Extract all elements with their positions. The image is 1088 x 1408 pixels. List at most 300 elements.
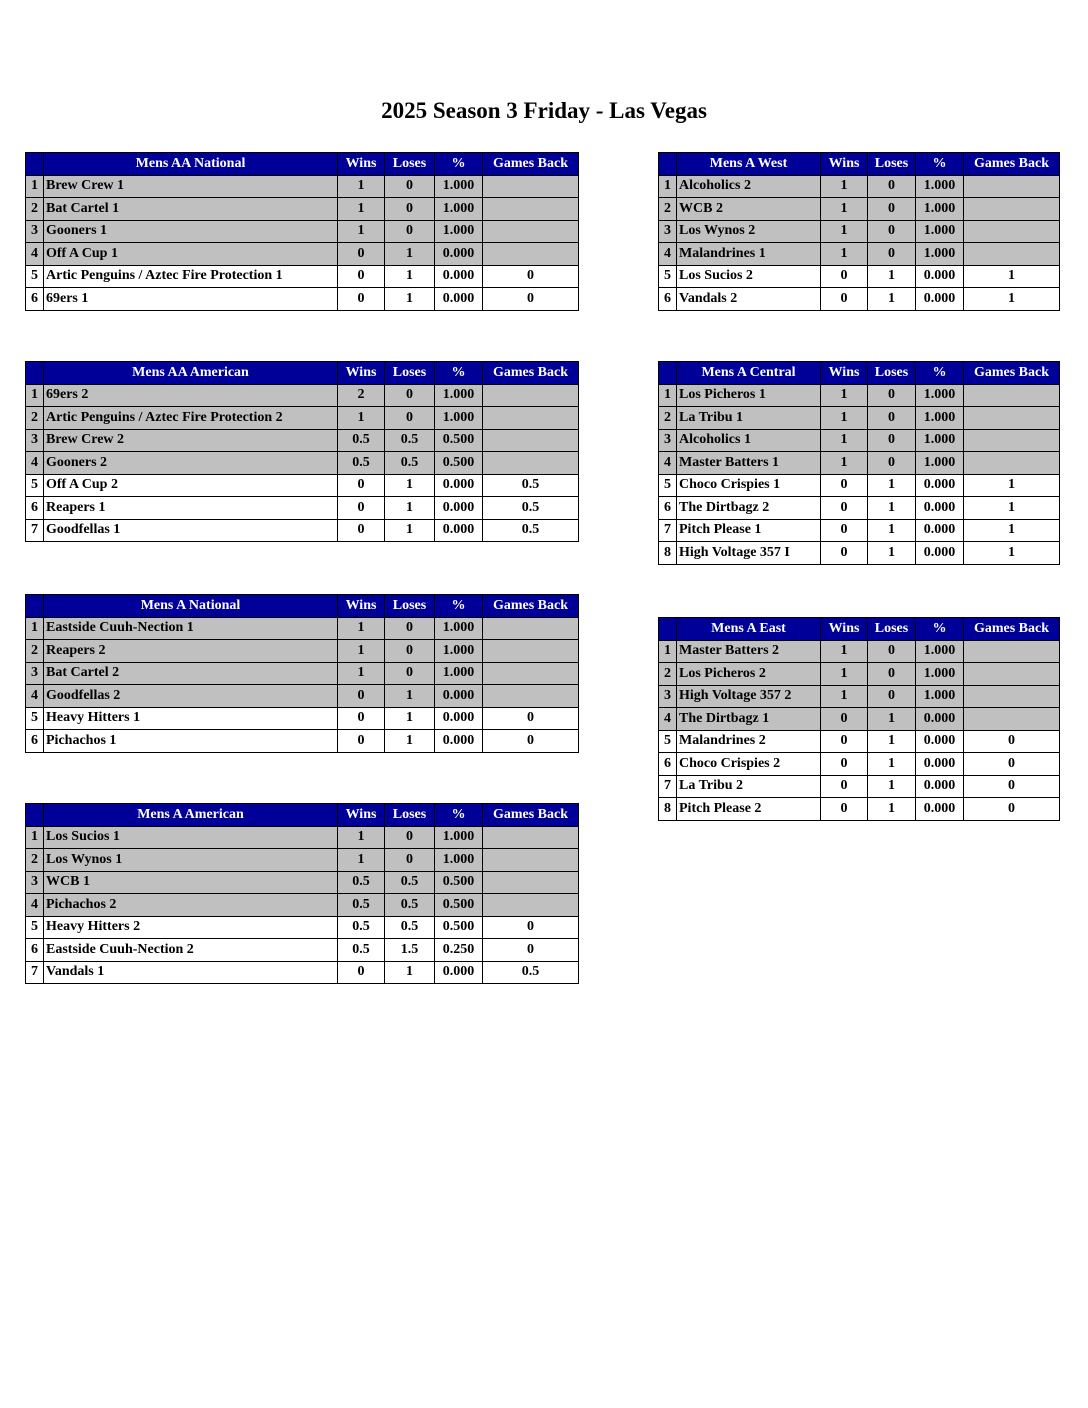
table-row <box>659 542 1060 565</box>
rank-cell: 6 <box>26 939 44 962</box>
table-row <box>659 265 1060 288</box>
team-cell: Reapers 1 <box>44 497 338 520</box>
rank-cell: 4 <box>26 452 44 475</box>
rank-cell: 6 <box>659 288 677 311</box>
table-row <box>659 497 1060 520</box>
table-row <box>659 384 1060 407</box>
wins-cell: 0 <box>821 708 868 731</box>
pct-cell: 1.000 <box>916 429 964 452</box>
loses-cell: 0 <box>868 407 916 430</box>
team-cell: Pichachos 2 <box>44 894 338 917</box>
loses-cell: 1 <box>868 798 916 821</box>
games-back-cell: 0 <box>483 916 579 939</box>
standings-table <box>658 361 1060 565</box>
wins-cell: 1 <box>338 617 385 640</box>
pct-cell: 1.000 <box>435 826 483 849</box>
loses-cell: 0.5 <box>385 452 435 475</box>
loses-cell: 0 <box>868 663 916 686</box>
pct-cell: 0.000 <box>435 497 483 520</box>
table-row <box>659 685 1060 708</box>
rank-header <box>26 804 44 827</box>
games-back-header: Games Back <box>483 153 579 176</box>
loses-cell: 1 <box>868 753 916 776</box>
division-name: Mens A East <box>677 618 821 641</box>
pct-cell: 0.000 <box>435 519 483 542</box>
loses-cell: 0 <box>385 640 435 663</box>
wins-cell: 0 <box>338 961 385 984</box>
loses-cell: 1 <box>868 288 916 311</box>
wins-cell: 0 <box>821 474 868 497</box>
team-cell: Malandrines 1 <box>677 243 821 266</box>
loses-header: Loses <box>868 362 916 385</box>
table-row <box>26 939 579 962</box>
wins-cell: 1 <box>821 243 868 266</box>
wins-header: Wins <box>338 804 385 827</box>
rank-cell: 2 <box>659 198 677 221</box>
pct-header: % <box>435 595 483 618</box>
rank-cell: 5 <box>26 707 44 730</box>
games-back-cell <box>483 198 579 221</box>
games-back-cell: 0 <box>483 707 579 730</box>
loses-cell: 1 <box>385 730 435 753</box>
pct-cell: 0.000 <box>916 542 964 565</box>
wins-cell: 1 <box>338 407 385 430</box>
team-cell: WCB 1 <box>44 871 338 894</box>
rank-cell: 7 <box>26 519 44 542</box>
table-row <box>659 753 1060 776</box>
wins-header: Wins <box>338 362 385 385</box>
table-header-row <box>26 362 579 385</box>
table-row <box>26 916 579 939</box>
division-name: Mens A American <box>44 804 338 827</box>
loses-header: Loses <box>868 618 916 641</box>
wins-cell: 1 <box>821 452 868 475</box>
wins-cell: 1 <box>338 640 385 663</box>
loses-cell: 0.5 <box>385 871 435 894</box>
games-back-header: Games Back <box>483 595 579 618</box>
games-back-cell <box>964 708 1060 731</box>
table-header-row <box>659 618 1060 641</box>
standings-table <box>25 361 579 542</box>
wins-cell: 0 <box>338 707 385 730</box>
team-cell: Brew Crew 2 <box>44 429 338 452</box>
table-row <box>26 175 579 198</box>
table-row <box>26 198 579 221</box>
loses-cell: 0 <box>385 617 435 640</box>
loses-cell: 0 <box>385 407 435 430</box>
rank-cell: 4 <box>659 243 677 266</box>
games-back-cell: 0 <box>964 730 1060 753</box>
pct-cell: 0.250 <box>435 939 483 962</box>
pct-cell: 1.000 <box>916 407 964 430</box>
loses-cell: 1 <box>385 474 435 497</box>
rank-cell: 4 <box>26 243 44 266</box>
games-back-cell <box>483 220 579 243</box>
wins-cell: 2 <box>338 384 385 407</box>
pct-cell: 0.000 <box>435 265 483 288</box>
loses-cell: 1 <box>868 519 916 542</box>
rank-cell: 6 <box>26 288 44 311</box>
rank-cell: 1 <box>26 175 44 198</box>
pct-cell: 0.000 <box>435 474 483 497</box>
games-back-cell <box>964 429 1060 452</box>
division-name: Mens AA National <box>44 153 338 176</box>
wins-cell: 0 <box>338 685 385 708</box>
team-cell: Master Batters 2 <box>677 640 821 663</box>
team-cell: Los Sucios 1 <box>44 826 338 849</box>
team-cell: Pichachos 1 <box>44 730 338 753</box>
pct-cell: 1.000 <box>916 640 964 663</box>
table-header-row <box>659 362 1060 385</box>
standings-table <box>658 617 1060 821</box>
games-back-cell <box>964 384 1060 407</box>
loses-cell: 0 <box>385 662 435 685</box>
rank-cell: 6 <box>26 730 44 753</box>
pct-cell: 1.000 <box>916 663 964 686</box>
pct-cell: 1.000 <box>435 175 483 198</box>
pct-cell: 0.000 <box>435 685 483 708</box>
rank-cell: 3 <box>26 429 44 452</box>
table-row <box>26 384 579 407</box>
table-row <box>26 894 579 917</box>
loses-cell: 0 <box>385 220 435 243</box>
wins-cell: 1 <box>338 849 385 872</box>
wins-cell: 0 <box>338 243 385 266</box>
pct-cell: 1.000 <box>435 849 483 872</box>
team-cell: La Tribu 2 <box>677 775 821 798</box>
team-cell: Choco Crispies 1 <box>677 474 821 497</box>
rank-cell: 2 <box>26 198 44 221</box>
wins-header: Wins <box>821 153 868 176</box>
rank-header <box>26 362 44 385</box>
rank-header <box>26 153 44 176</box>
loses-cell: 1 <box>385 707 435 730</box>
loses-cell: 0 <box>385 175 435 198</box>
rank-header <box>659 362 677 385</box>
rank-cell: 3 <box>26 662 44 685</box>
loses-cell: 0.5 <box>385 916 435 939</box>
table-row <box>659 429 1060 452</box>
loses-cell: 0 <box>868 198 916 221</box>
rank-cell: 1 <box>26 826 44 849</box>
rank-cell: 5 <box>659 474 677 497</box>
wins-cell: 1 <box>821 384 868 407</box>
loses-cell: 1.5 <box>385 939 435 962</box>
team-cell: The Dirtbagz 1 <box>677 708 821 731</box>
rank-cell: 5 <box>26 265 44 288</box>
wins-cell: 0 <box>821 288 868 311</box>
pct-cell: 0.000 <box>916 730 964 753</box>
pct-cell: 0.500 <box>435 429 483 452</box>
wins-cell: 0 <box>821 730 868 753</box>
table-header-row <box>26 804 579 827</box>
team-cell: Vandals 1 <box>44 961 338 984</box>
rank-cell: 1 <box>26 617 44 640</box>
loses-cell: 0.5 <box>385 894 435 917</box>
pct-header: % <box>435 153 483 176</box>
wins-cell: 0 <box>821 798 868 821</box>
wins-cell: 1 <box>821 640 868 663</box>
table-row <box>26 685 579 708</box>
standings-table <box>658 152 1060 311</box>
games-back-cell <box>964 663 1060 686</box>
wins-cell: 0.5 <box>338 916 385 939</box>
team-cell: Eastside Cuuh-Nection 1 <box>44 617 338 640</box>
games-back-cell <box>483 685 579 708</box>
rank-cell: 3 <box>659 220 677 243</box>
loses-header: Loses <box>385 153 435 176</box>
team-cell: Goodfellas 2 <box>44 685 338 708</box>
games-back-cell <box>964 198 1060 221</box>
wins-cell: 1 <box>821 175 868 198</box>
table-row <box>26 243 579 266</box>
wins-cell: 0 <box>338 474 385 497</box>
games-back-cell <box>483 662 579 685</box>
table-header-row <box>26 153 579 176</box>
team-cell: Pitch Please 2 <box>677 798 821 821</box>
rank-cell: 4 <box>659 452 677 475</box>
pct-cell: 1.000 <box>435 407 483 430</box>
pct-cell: 1.000 <box>435 662 483 685</box>
pct-cell: 0.000 <box>916 775 964 798</box>
rank-cell: 2 <box>659 663 677 686</box>
team-cell: La Tribu 1 <box>677 407 821 430</box>
games-back-cell: 0 <box>964 775 1060 798</box>
games-back-cell <box>964 640 1060 663</box>
games-back-cell <box>483 175 579 198</box>
rank-cell: 8 <box>659 542 677 565</box>
games-back-cell <box>483 617 579 640</box>
table-row <box>659 198 1060 221</box>
wins-cell: 1 <box>821 407 868 430</box>
team-cell: WCB 2 <box>677 198 821 221</box>
loses-cell: 1 <box>868 497 916 520</box>
loses-cell: 1 <box>868 730 916 753</box>
loses-header: Loses <box>385 362 435 385</box>
pct-cell: 0.000 <box>916 753 964 776</box>
games-back-cell: 0 <box>483 265 579 288</box>
table-row <box>659 663 1060 686</box>
table-row <box>659 407 1060 430</box>
team-cell: Reapers 2 <box>44 640 338 663</box>
games-back-cell <box>483 429 579 452</box>
loses-cell: 0 <box>868 685 916 708</box>
team-cell: Bat Cartel 1 <box>44 198 338 221</box>
pct-cell: 1.000 <box>435 220 483 243</box>
rank-cell: 6 <box>26 497 44 520</box>
table-row <box>26 849 579 872</box>
wins-cell: 0.5 <box>338 894 385 917</box>
pct-cell: 1.000 <box>916 198 964 221</box>
table-row <box>26 265 579 288</box>
pct-cell: 0.000 <box>435 288 483 311</box>
wins-cell: 0 <box>338 730 385 753</box>
pct-header: % <box>916 362 964 385</box>
loses-cell: 0.5 <box>385 429 435 452</box>
wins-cell: 1 <box>821 198 868 221</box>
games-back-header: Games Back <box>483 362 579 385</box>
rank-cell: 3 <box>26 871 44 894</box>
pct-cell: 0.000 <box>916 519 964 542</box>
table-row <box>659 519 1060 542</box>
team-cell: Alcoholics 2 <box>677 175 821 198</box>
table-row <box>26 961 579 984</box>
loses-cell: 0 <box>868 429 916 452</box>
loses-header: Loses <box>385 595 435 618</box>
rank-cell: 2 <box>659 407 677 430</box>
pct-cell: 0.000 <box>916 708 964 731</box>
standings-table <box>25 803 579 984</box>
rank-cell: 2 <box>26 407 44 430</box>
wins-cell: 1 <box>338 220 385 243</box>
rank-cell: 1 <box>659 384 677 407</box>
games-back-cell: 1 <box>964 542 1060 565</box>
team-cell: Master Batters 1 <box>677 452 821 475</box>
wins-cell: 0 <box>338 288 385 311</box>
games-back-cell <box>483 407 579 430</box>
table-row <box>659 708 1060 731</box>
pct-cell: 1.000 <box>435 198 483 221</box>
wins-header: Wins <box>821 362 868 385</box>
loses-cell: 0 <box>868 640 916 663</box>
wins-cell: 0 <box>338 265 385 288</box>
team-cell: Alcoholics 1 <box>677 429 821 452</box>
table-row <box>26 407 579 430</box>
games-back-cell <box>964 407 1060 430</box>
rank-cell: 3 <box>659 685 677 708</box>
team-cell: Goodfellas 1 <box>44 519 338 542</box>
games-back-cell <box>964 452 1060 475</box>
games-back-cell: 0 <box>964 753 1060 776</box>
pct-cell: 1.000 <box>435 640 483 663</box>
standings-table <box>25 594 579 753</box>
rank-cell: 6 <box>659 497 677 520</box>
rank-cell: 4 <box>26 685 44 708</box>
table-row <box>26 288 579 311</box>
loses-cell: 1 <box>868 265 916 288</box>
team-cell: Bat Cartel 2 <box>44 662 338 685</box>
table-row <box>26 474 579 497</box>
rank-cell: 3 <box>659 429 677 452</box>
team-cell: Off A Cup 1 <box>44 243 338 266</box>
rank-cell: 1 <box>659 640 677 663</box>
team-cell: The Dirtbagz 2 <box>677 497 821 520</box>
wins-cell: 0 <box>821 775 868 798</box>
loses-cell: 0 <box>868 243 916 266</box>
rank-cell: 6 <box>659 753 677 776</box>
team-cell: 69ers 2 <box>44 384 338 407</box>
wins-cell: 1 <box>821 663 868 686</box>
team-cell: Los Sucios 2 <box>677 265 821 288</box>
wins-cell: 0 <box>821 753 868 776</box>
rank-cell: 1 <box>26 384 44 407</box>
division-name: Mens A National <box>44 595 338 618</box>
table-row <box>26 617 579 640</box>
pct-cell: 1.000 <box>916 384 964 407</box>
rank-cell: 5 <box>659 730 677 753</box>
wins-cell: 1 <box>338 662 385 685</box>
wins-header: Wins <box>821 618 868 641</box>
team-cell: Heavy Hitters 2 <box>44 916 338 939</box>
pct-header: % <box>435 804 483 827</box>
wins-cell: 0 <box>821 519 868 542</box>
team-cell: Off A Cup 2 <box>44 474 338 497</box>
division-name: Mens AA American <box>44 362 338 385</box>
wins-cell: 0.5 <box>338 871 385 894</box>
pct-cell: 0.500 <box>435 916 483 939</box>
table-row <box>26 871 579 894</box>
team-cell: 69ers 1 <box>44 288 338 311</box>
rank-cell: 3 <box>26 220 44 243</box>
table-row <box>26 497 579 520</box>
table-row <box>659 730 1060 753</box>
loses-header: Loses <box>868 153 916 176</box>
wins-cell: 0 <box>338 497 385 520</box>
wins-cell: 0 <box>821 497 868 520</box>
team-cell: Malandrines 2 <box>677 730 821 753</box>
games-back-cell: 0.5 <box>483 961 579 984</box>
games-back-cell <box>483 894 579 917</box>
games-back-cell <box>964 243 1060 266</box>
table-row <box>26 662 579 685</box>
pct-cell: 0.000 <box>435 730 483 753</box>
wins-cell: 1 <box>821 220 868 243</box>
pct-cell: 0.000 <box>916 497 964 520</box>
loses-cell: 0 <box>385 384 435 407</box>
games-back-cell: 1 <box>964 497 1060 520</box>
team-cell: Los Picheros 2 <box>677 663 821 686</box>
games-back-cell: 1 <box>964 288 1060 311</box>
table-row <box>659 175 1060 198</box>
pct-cell: 0.000 <box>435 961 483 984</box>
wins-cell: 1 <box>821 685 868 708</box>
pct-cell: 1.000 <box>435 617 483 640</box>
rank-cell: 7 <box>659 775 677 798</box>
loses-header: Loses <box>385 804 435 827</box>
rank-cell: 4 <box>659 708 677 731</box>
wins-cell: 0 <box>338 519 385 542</box>
table-row <box>26 640 579 663</box>
wins-cell: 0.5 <box>338 939 385 962</box>
page-title: 2025 Season 3 Friday - Las Vegas <box>381 98 707 123</box>
table-row <box>26 220 579 243</box>
table-row <box>659 220 1060 243</box>
games-back-cell: 0.5 <box>483 497 579 520</box>
games-back-cell: 1 <box>964 474 1060 497</box>
pct-cell: 1.000 <box>916 175 964 198</box>
loses-cell: 1 <box>385 265 435 288</box>
loses-cell: 0 <box>385 849 435 872</box>
team-cell: Los Wynos 2 <box>677 220 821 243</box>
table-row <box>26 429 579 452</box>
rank-cell: 7 <box>659 519 677 542</box>
rank-header <box>659 153 677 176</box>
wins-cell: 0.5 <box>338 452 385 475</box>
team-cell: Vandals 2 <box>677 288 821 311</box>
games-back-cell <box>483 243 579 266</box>
team-cell: Gooners 2 <box>44 452 338 475</box>
table-header-row <box>26 595 579 618</box>
loses-cell: 1 <box>385 961 435 984</box>
wins-cell: 0.5 <box>338 429 385 452</box>
pct-cell: 0.000 <box>916 288 964 311</box>
wins-header: Wins <box>338 153 385 176</box>
loses-cell: 1 <box>385 288 435 311</box>
table-row <box>26 730 579 753</box>
team-cell: Artic Penguins / Aztec Fire Protection 2 <box>44 407 338 430</box>
rank-cell: 5 <box>26 916 44 939</box>
loses-cell: 1 <box>385 685 435 708</box>
